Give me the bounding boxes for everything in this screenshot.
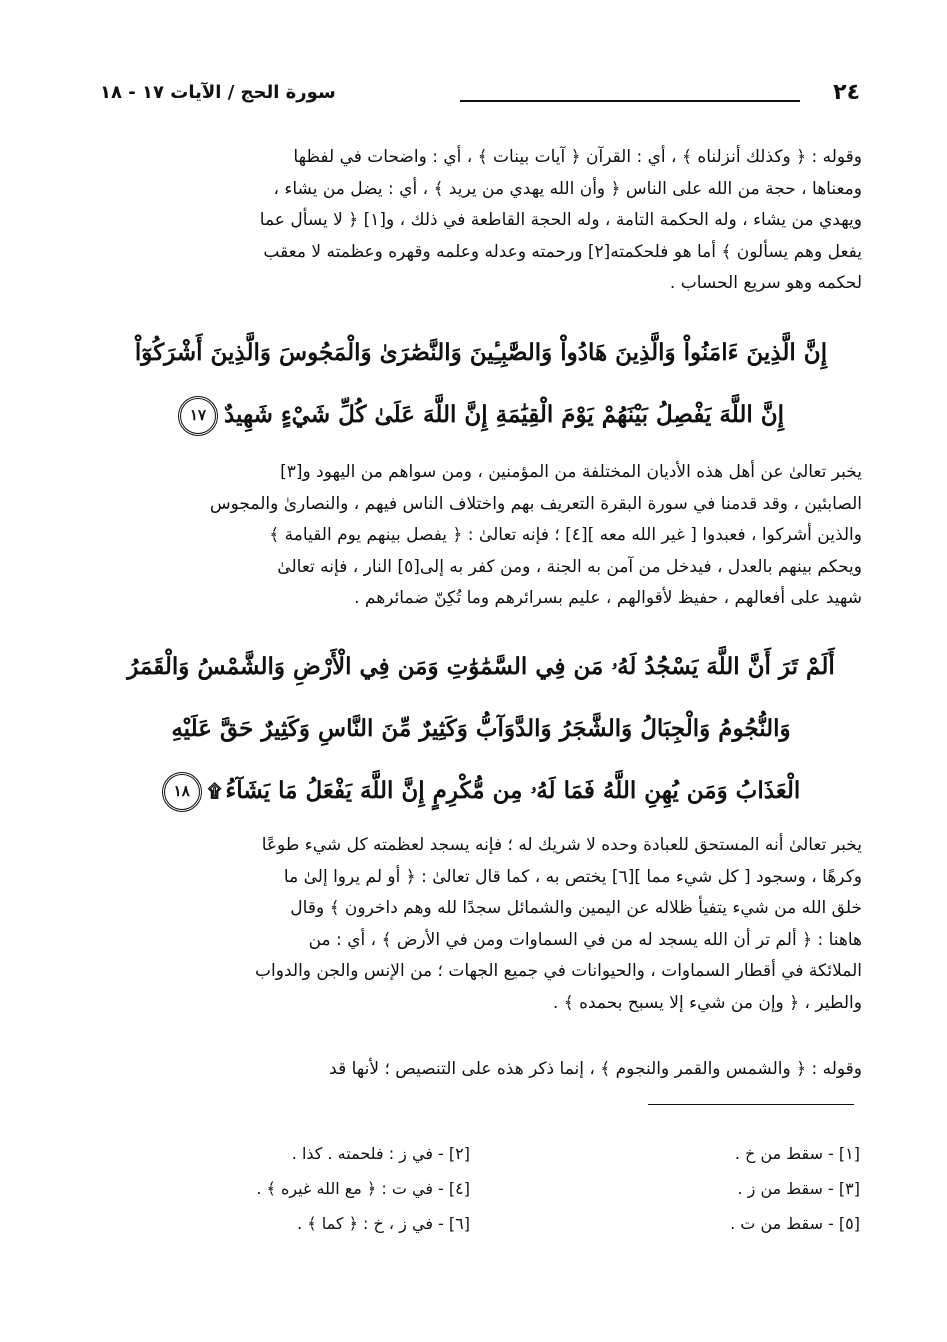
verse-line xyxy=(100,760,862,823)
surah-info: سورة الحج / الآيات ١٧ - ١٨ xyxy=(100,82,336,103)
commentary-paragraph-2 xyxy=(100,457,862,615)
text-line: لحكمه وهو سريع الحساب . xyxy=(669,273,862,293)
sajda-icon: ۩ xyxy=(207,781,222,802)
text-line: خلق الله من شيء يتفيأ ظلاله عن اليمين والشمائل سجدًا لله وهم داخرون ﴾ وقال xyxy=(290,898,862,918)
page-number: ٢٤ xyxy=(833,80,860,105)
text-line: ويهدي من يشاء ، وله الحكمة التامة ، وله الحجة القاطعة في ذلك ، و[١] ﴿ لا يسأل عما xyxy=(259,210,862,230)
text-line: ويحكم بينهم بالعدل ، فيدخل من آمن به الجنة ، ومن كفر به إلى[٥] النار ، فإنه تعالىٰ xyxy=(277,556,862,577)
verse-line: أَلَمْ تَرَ أَنَّ اللَّهَ يَسْجُدُ لَهُۥ مَن فِي السَّمَٰوَٰتِ وَمَن فِي الْأَرْضِ وَالشَّمْسُ وَالْقَمَرُ xyxy=(127,653,835,680)
footnote-4: [٤] - في ت : ﴿ مع الله غيره ﴾ . xyxy=(256,1179,470,1198)
text-line: وقوله : ﴿ والشمس والقمر والنجوم ﴾ ، إنما ذكر هذه على التنصيص ؛ لأنها قد xyxy=(329,1059,862,1079)
footnote-5: [٥] - سقط من ت . xyxy=(730,1214,860,1233)
header-rule xyxy=(460,100,800,102)
text-line: الصابئين ، وقد قدمنا في سورة البقرة التعريف بهم واختلاف الناس فيهم ، والنصارىٰ والمجوس xyxy=(209,493,862,514)
footnote-1: [١] - سقط من خ . xyxy=(734,1144,860,1163)
text-line: والطير ، ﴿ وإن من شيء إلا يسبح بحمده ﴾ . xyxy=(552,992,862,1013)
ayah-number-marker: ١٨ xyxy=(162,772,202,812)
verse-text: إِنَّ اللَّهَ يَفْصِلُ بَيْنَهُمْ يَوْمَ الْقِيَٰمَةِ إِنَّ اللَّهَ عَلَىٰ كُلِّ شَيْءٍ شَهِيدٌ xyxy=(223,401,785,428)
text-line: وكرهًا ، وسجود [ كل شيء مما ][٦] يختص به ، كما قال تعالىٰ : ﴿ أو لم يروا إلىٰ ما xyxy=(283,866,862,887)
commentary-paragraph-1 xyxy=(100,142,862,300)
text-line: ومعناها ، حجة من الله على الناس ﴿ وأن الله يهدي من يريد ﴾ ، أي : يضل من يشاء ، xyxy=(273,178,862,199)
verse-line: وَالنُّجُومُ وَالْجِبَالُ وَالشَّجَرُ وَالدَّوَآبُّ وَكَثِيرٌ مِّنَ النَّاسِ وَكَثِيرٌ حَقَّ عَلَيْهِ xyxy=(171,715,791,742)
footnote-6: [٦] - في ز ، خ : ﴿ كما ﴾ . xyxy=(297,1214,470,1233)
page-header xyxy=(100,78,860,118)
text-line: شهيد على أفعالهم ، حفيظ لأقوالهم ، عليم بسرائرهم وما تُكِنّ ضمائرهم . xyxy=(354,588,862,608)
text-line: يخبر تعالىٰ أنه المستحق للعبادة وحده لا شريك له ؛ فإنه يسجد لعظمته كل شيء طوعًا xyxy=(261,835,862,855)
text-line: هاهنا : ﴿ ألم تر أن الله يسجد له من في السماوات ومن في الأرض ﴾ ، أي : من xyxy=(308,929,862,950)
ayah-number-marker: ١٧ xyxy=(178,396,218,436)
verse-text: الْعَذَابُ وَمَن يُهِنِ اللَّهُ فَمَا لَهُۥ مِن مُّكْرِمٍ إِنَّ اللَّهَ يَفْعَلُ مَا يَشَآءُ xyxy=(225,777,801,804)
footnote-divider xyxy=(648,1104,854,1105)
text-line: الملائكة في أقطار السماوات ، والحيوانات في جميع الجهات ؛ من الإنس والجن والدواب xyxy=(255,961,862,981)
footnote-2: [٢] - في ز : فلحمته . كذا . xyxy=(291,1144,470,1163)
text-line: يخبر تعالىٰ عن أهل هذه الأديان المختلفة من المؤمنين ، ومن سواهم من اليهود و[٣] xyxy=(280,462,862,482)
verse-line: إِنَّ الَّذِينَ ءَامَنُواْ وَالَّذِينَ هَادُواْ وَالصَّٰبِـِٔينَ وَالنَّصَٰرَىٰ وَالْمَجُوسَ وَالَّذِينَ أَشْرَكُوٓاْ xyxy=(134,339,828,366)
commentary-paragraph-3 xyxy=(100,830,862,1019)
footnote-column-right xyxy=(530,1136,860,1241)
quran-verse-18 xyxy=(100,636,862,823)
text-line: يفعل وهم يسألون ﴾ أما هو فلحكمته[٢] ورحمته وعدله وعلمه وقهره وعظمته لا معقب xyxy=(263,241,862,262)
commentary-paragraph-4 xyxy=(100,1054,862,1086)
text-line: وقوله : ﴿ وكذلك أنزلناه ﴾ ، أي : القرآن ﴿ آيات بينات ﴾ ، أي : واضحات في لفظها xyxy=(293,147,862,167)
quran-verse-17 xyxy=(100,322,862,446)
footnote-3: [٣] - سقط من ز . xyxy=(737,1179,860,1198)
verse-line xyxy=(100,384,862,446)
footnote-column-left xyxy=(140,1136,470,1241)
text-line: والذين أشركوا ، فعبدوا [ غير الله معه ][٤] ؛ فإنه تعالىٰ : ﴿ يفصل بينهم يوم القيامة ﴾ xyxy=(269,525,862,545)
